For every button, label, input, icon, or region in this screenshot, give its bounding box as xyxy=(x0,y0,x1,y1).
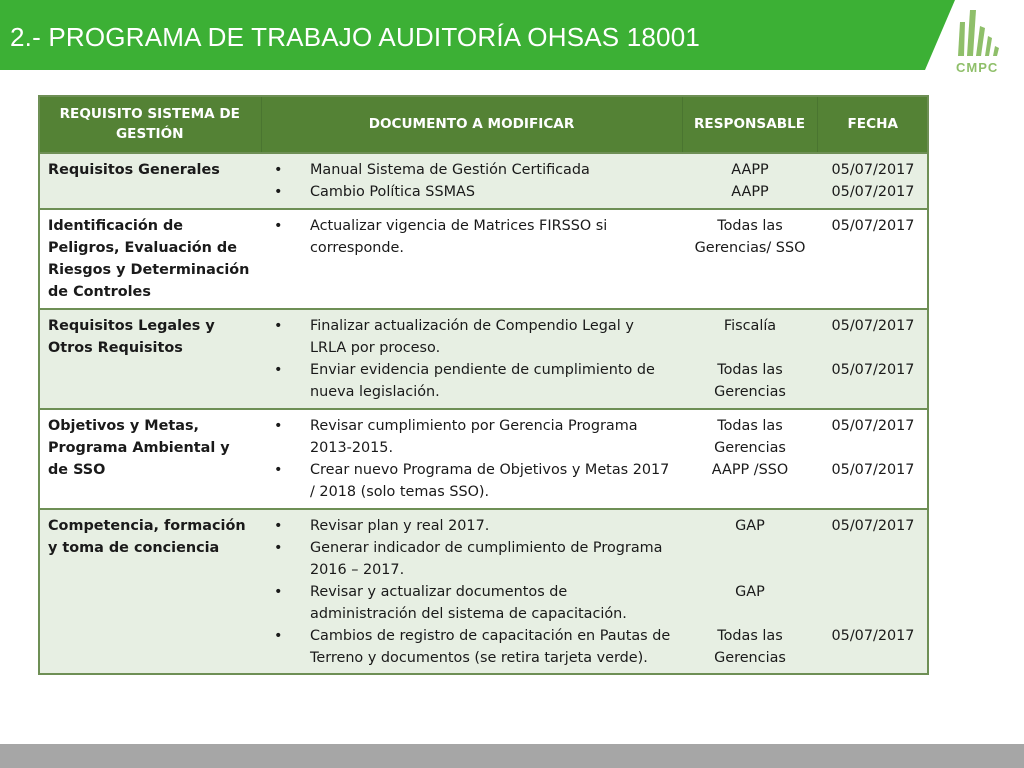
documents-cell xyxy=(261,209,682,309)
documents-cell xyxy=(261,309,682,409)
requirement-cell: Objetivos y Metas, Programa Ambiental y de SSO xyxy=(39,409,261,509)
date-line: 05/07/2017 xyxy=(831,362,915,378)
responsible-cell xyxy=(682,309,817,409)
date-line: 05/07/2017 xyxy=(831,184,915,200)
date-line xyxy=(826,603,920,625)
date-line xyxy=(826,559,920,581)
document-item: • Revisar plan y real 2017. xyxy=(270,515,674,537)
document-item: • Actualizar vigencia de Matrices FIRSSO si corresponde. xyxy=(270,215,674,259)
document-item: • Enviar evidencia pendiente de cumplimiento de nueva legislación. xyxy=(270,359,674,403)
requirement-cell: Identificación de Peligros, Evaluación de Riesgos y Determinación de Controles xyxy=(39,209,261,309)
column-header-responsible: RESPONSABLE xyxy=(682,96,817,153)
date-line: 05/07/2017 xyxy=(831,162,915,178)
date-cell xyxy=(817,153,928,209)
document-item: • Manual Sistema de Gestión Certificada xyxy=(270,159,674,181)
date-line: 05/07/2017 xyxy=(831,218,915,234)
column-header-document: DOCUMENTO A MODIFICAR xyxy=(261,96,682,153)
responsible-cell: Todas las Gerencias/ SSO xyxy=(682,209,817,309)
document-item: • Revisar cumplimiento por Gerencia Programa 2013-2015. xyxy=(270,415,674,459)
responsible-line: GAP xyxy=(735,518,765,534)
responsible-line xyxy=(691,537,809,559)
table-row xyxy=(39,209,928,309)
responsible-line: GAP xyxy=(735,584,765,600)
table-row xyxy=(39,409,928,509)
responsible-line: Gerencias xyxy=(714,384,786,400)
requirement-cell: Requisitos Legales y Otros Requisitos xyxy=(39,309,261,409)
responsible-line: Gerencias xyxy=(714,650,786,666)
cmpc-logo-icon xyxy=(948,8,1006,88)
responsible-cell xyxy=(682,509,817,674)
documents-cell xyxy=(261,409,682,509)
responsible-line: AAPP /SSO xyxy=(711,462,789,478)
logo-text: CMPC xyxy=(956,60,999,75)
requirement-cell: Requisitos Generales xyxy=(39,153,261,209)
documents-cell xyxy=(261,509,682,674)
responsible-line: Gerencias xyxy=(714,440,786,456)
responsible-line: AAPP xyxy=(731,184,769,200)
responsible-line: AAPP xyxy=(731,162,769,178)
column-header-date: FECHA xyxy=(817,96,928,153)
date-line xyxy=(826,437,920,459)
date-cell xyxy=(817,409,928,509)
responsible-line: Todas las xyxy=(717,628,783,644)
responsible-line: Fiscalía xyxy=(723,318,777,334)
responsible-line: Todas las xyxy=(717,362,783,378)
table-header-row xyxy=(39,96,928,153)
date-line xyxy=(826,581,920,603)
table-row xyxy=(39,309,928,409)
date-cell xyxy=(817,309,928,409)
date-line xyxy=(826,337,920,359)
document-item: • Crear nuevo Programa de Objetivos y Metas 2017 / 2018 (solo temas SSO). xyxy=(270,459,674,503)
responsible-cell xyxy=(682,153,817,209)
responsible-line xyxy=(691,337,809,359)
page-title: 2.- PROGRAMA DE TRABAJO AUDITORÍA OHSAS 18001 xyxy=(10,22,701,52)
responsible-line xyxy=(691,559,809,581)
date-cell xyxy=(817,509,928,674)
date-cell xyxy=(817,209,928,309)
date-line xyxy=(826,537,920,559)
footer-bar xyxy=(0,744,1024,768)
responsible-line xyxy=(691,603,809,625)
date-line: 05/07/2017 xyxy=(831,518,915,534)
table-row xyxy=(39,509,928,674)
date-line: 05/07/2017 xyxy=(831,318,915,334)
document-item: • Finalizar actualización de Compendio Legal y LRLA por proceso. xyxy=(270,315,674,359)
date-line: 05/07/2017 xyxy=(831,462,915,478)
responsible-line: Todas las xyxy=(717,418,783,434)
responsible-cell xyxy=(682,409,817,509)
document-item: • Cambio Política SSMAS xyxy=(270,181,674,203)
date-line: 05/07/2017 xyxy=(831,628,915,644)
documents-cell xyxy=(261,153,682,209)
column-header-requirement: REQUISITO SISTEMA DE GESTIÓN xyxy=(39,96,261,153)
requirement-cell: Competencia, formación y toma de conciencia xyxy=(39,509,261,674)
date-line: 05/07/2017 xyxy=(831,418,915,434)
document-item: • Generar indicador de cumplimiento de Programa 2016 – 2017. xyxy=(270,537,674,581)
document-item: • Revisar y actualizar documentos de administración del sistema de capacitación. xyxy=(270,581,674,625)
audit-program-table xyxy=(39,96,928,674)
document-item: • Cambios de registro de capacitación en Pautas de Terreno y documentos (se retira tarjeta verde). xyxy=(270,625,674,669)
table-row xyxy=(39,153,928,209)
